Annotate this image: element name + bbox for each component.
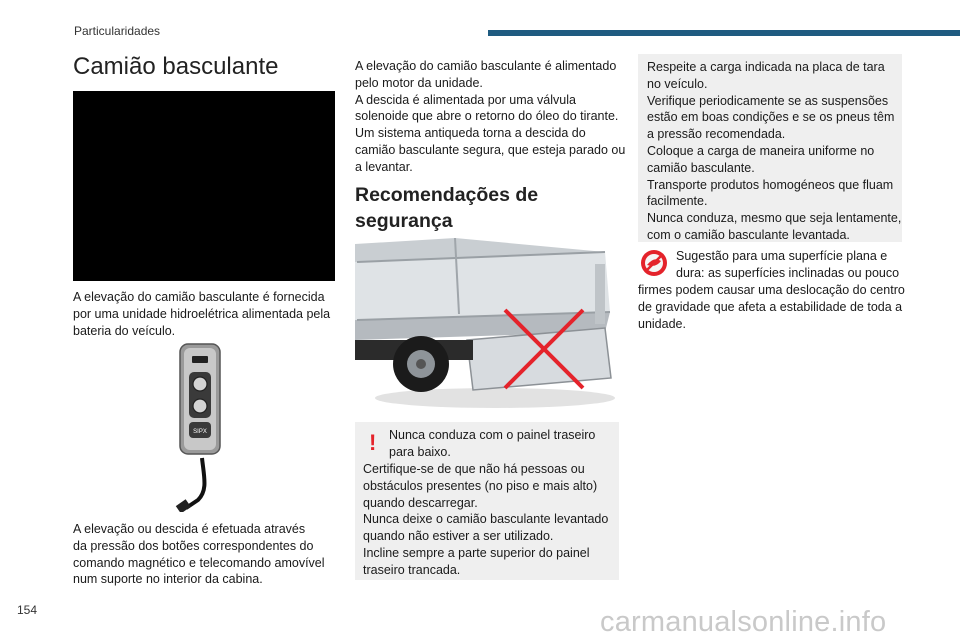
warning-text-first xyxy=(389,427,595,461)
text-line: A elevação do camião basculante é fornecida xyxy=(73,290,325,304)
text-line: Verifique periodicamente se as suspensões xyxy=(647,93,889,108)
text-line: para baixo. xyxy=(389,444,451,459)
paragraph-lifting xyxy=(355,58,625,176)
text-line: Certifique-se de que não há pessoas ou xyxy=(363,462,585,476)
text-line: bateria do veículo. xyxy=(73,323,176,338)
text-line: quando não estiver a ser utilizado. xyxy=(363,529,554,544)
text-line: Transporte produtos homogéneos que fluam xyxy=(647,177,894,192)
text-line: dura: as superfícies inclinadas ou pouco xyxy=(676,265,900,280)
text-line: num suporte no interior da cabina. xyxy=(73,572,263,587)
text-line: comando magnético e telecomando amovível xyxy=(73,555,325,570)
exclamation-icon: ! xyxy=(369,430,377,455)
header-accent-bar xyxy=(488,30,960,36)
heading-line: Recomendações de xyxy=(355,184,539,206)
text-line: obstáculos presentes (no piso e mais alto) xyxy=(363,478,598,493)
text-line: A elevação ou descida é efetuada através xyxy=(73,522,306,536)
text-line: quando descarregar. xyxy=(363,495,478,510)
text-line: facilmente. xyxy=(647,194,708,209)
text-line: da pressão dos botões correspondentes do xyxy=(73,538,314,553)
text-line: a levantar. xyxy=(355,159,413,174)
text-line: a pressão recomendada. xyxy=(647,127,786,142)
text-line: estão em boas condições e se os pneus têm xyxy=(647,110,895,125)
section-heading xyxy=(355,182,538,234)
text-line: Um sistema antiqueda torna a descida do xyxy=(355,126,586,141)
eco-tip-icon xyxy=(638,248,670,278)
text-line: unidade. xyxy=(638,316,686,331)
text-line: pelo motor da unidade. xyxy=(355,75,483,90)
tip-text-first xyxy=(676,248,899,282)
text-line: camião basculante segura, que esteja parado ou xyxy=(355,142,626,157)
watermark: carmanualsonline.info xyxy=(600,606,887,638)
text-line: Nunca conduza com o painel traseiro xyxy=(389,428,596,442)
remote-control-image xyxy=(168,342,224,512)
tip-text-rest xyxy=(638,282,905,332)
text-line: A descida é alimentada por uma válvula xyxy=(355,92,576,107)
text-line: firmes podem causar uma deslocação do centro xyxy=(638,283,905,297)
text-line: no veículo. xyxy=(647,76,708,91)
text-line: Nunca deixe o camião basculante levantado xyxy=(363,512,609,527)
text-line: Incline sempre a parte superior do painel xyxy=(363,545,590,560)
tipper-truck-image xyxy=(355,232,619,412)
page-number: 154 xyxy=(17,603,38,617)
text-line: Nunca conduza, mesmo que seja lentamente, xyxy=(647,211,902,226)
text-line: camião basculante. xyxy=(647,160,755,175)
section-label: Particularidades xyxy=(74,24,161,38)
text-line: por uma unidade hidroelétrica alimentada pela xyxy=(73,306,331,321)
text-line: traseiro trancada. xyxy=(363,562,461,577)
text-line: Sugestão para uma superfície plana e xyxy=(676,249,888,263)
text-line: solenoide que abre o retorno do óleo do tirante. xyxy=(355,109,619,124)
paragraph-operation xyxy=(73,521,325,588)
text-line: A elevação do camião basculante é alimentado xyxy=(355,59,617,73)
warning-text-rest xyxy=(363,461,608,579)
black-photo xyxy=(73,91,335,281)
info-text xyxy=(647,59,901,244)
text-line: de gravidade que afeta a estabilidade de toda a xyxy=(638,299,903,314)
paragraph-hydraulic-unit xyxy=(73,289,330,339)
page-title: Camião basculante xyxy=(73,53,279,80)
remote-brand-label: SIPX xyxy=(193,429,207,435)
heading-line: segurança xyxy=(355,210,453,232)
text-line: Coloque a carga de maneira uniforme no xyxy=(647,143,875,158)
text-line: Respeite a carga indicada na placa de tara xyxy=(647,60,885,74)
text-line: com o camião basculante levantada. xyxy=(647,227,850,242)
